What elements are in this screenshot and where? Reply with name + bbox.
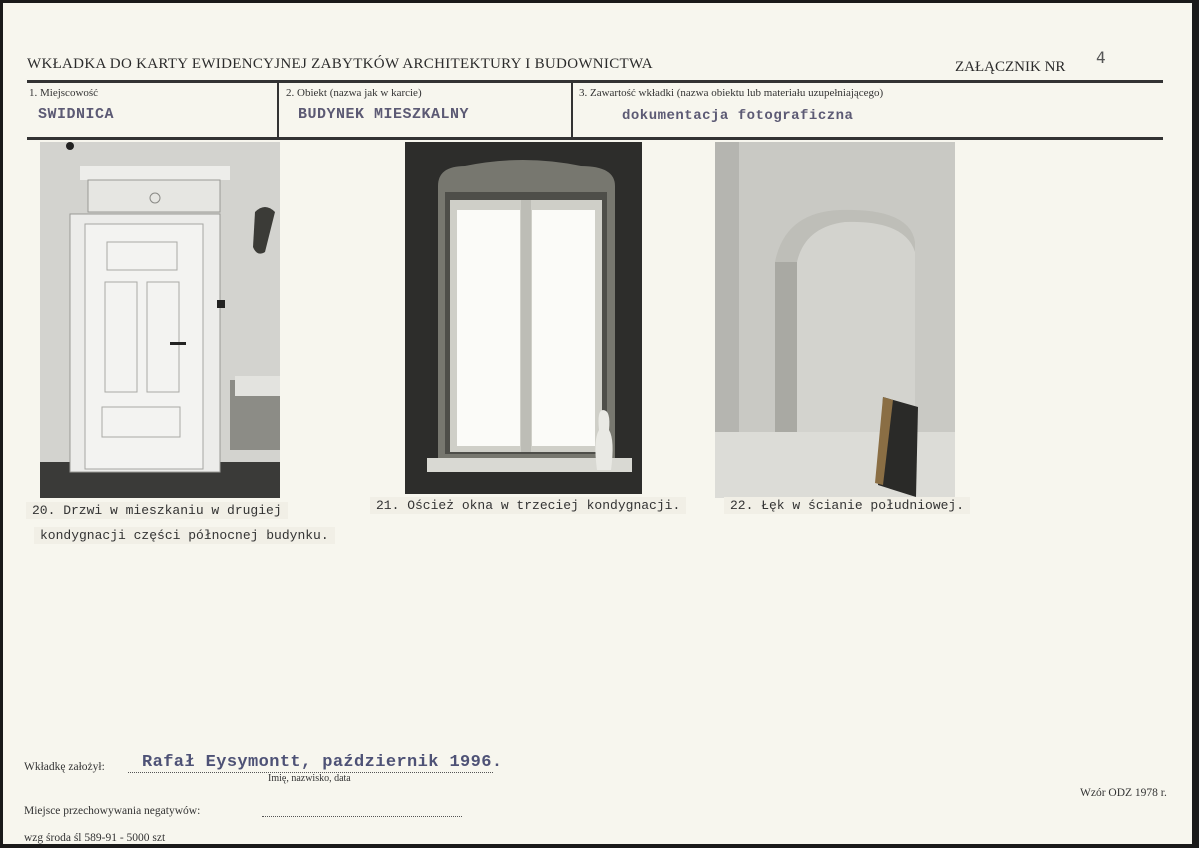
field-divider-2 xyxy=(571,82,573,137)
created-by-hint: Imię, nazwisko, data xyxy=(268,773,351,784)
caption-photo-20-line2: kondygnacji części północnej budynku. xyxy=(34,527,335,544)
annex-label: ZAŁĄCZNIK NR xyxy=(955,59,1066,75)
photo-door xyxy=(40,142,280,498)
field-value-contents: dokumentacja fotograficzna xyxy=(622,108,854,124)
photo-window xyxy=(405,142,642,494)
form-version: Wzór ODZ 1978 r. xyxy=(1080,787,1167,799)
caption-photo-20-line1: 20. Drzwi w mieszkaniu w drugiej xyxy=(26,502,288,519)
caption-photo-22: 22. Łęk w ścianie południowej. xyxy=(724,497,970,514)
table-top-rule xyxy=(27,80,1163,83)
field-value-locality: SWIDNICA xyxy=(38,106,115,123)
annex-number: 4 xyxy=(1096,48,1106,67)
created-by-label: Wkładkę założył: xyxy=(24,761,105,773)
created-by-value: Rafał Eysymontt, październik 1996. xyxy=(142,753,503,772)
field-label-locality: 1. Miejscowość xyxy=(29,87,99,99)
document-title: WKŁADKA DO KARTY EWIDENCYJNEJ ZABYTKÓW ARCHITEKTURY I BUDOWNICTWA xyxy=(27,56,653,72)
field-label-object: 2. Obiekt (nazwa jak w karcie) xyxy=(286,87,422,99)
field-divider-1 xyxy=(277,82,279,137)
table-bottom-rule xyxy=(27,137,1163,140)
print-info: wzg środa śl 589-91 - 5000 szt xyxy=(24,832,166,844)
caption-photo-21: 21. Oścież okna w trzeciej kondygnacji. xyxy=(370,497,686,514)
photo-arch-niche xyxy=(715,142,955,498)
negatives-dotted-line xyxy=(262,815,462,817)
field-label-contents: 3. Zawartość wkładki (nazwa obiektu lub materiału uzupełniającego) xyxy=(579,87,884,99)
negatives-label: Miejsce przechowywania negatywów: xyxy=(24,805,201,817)
field-value-object: BUDYNEK MIESZKALNY xyxy=(298,106,470,123)
